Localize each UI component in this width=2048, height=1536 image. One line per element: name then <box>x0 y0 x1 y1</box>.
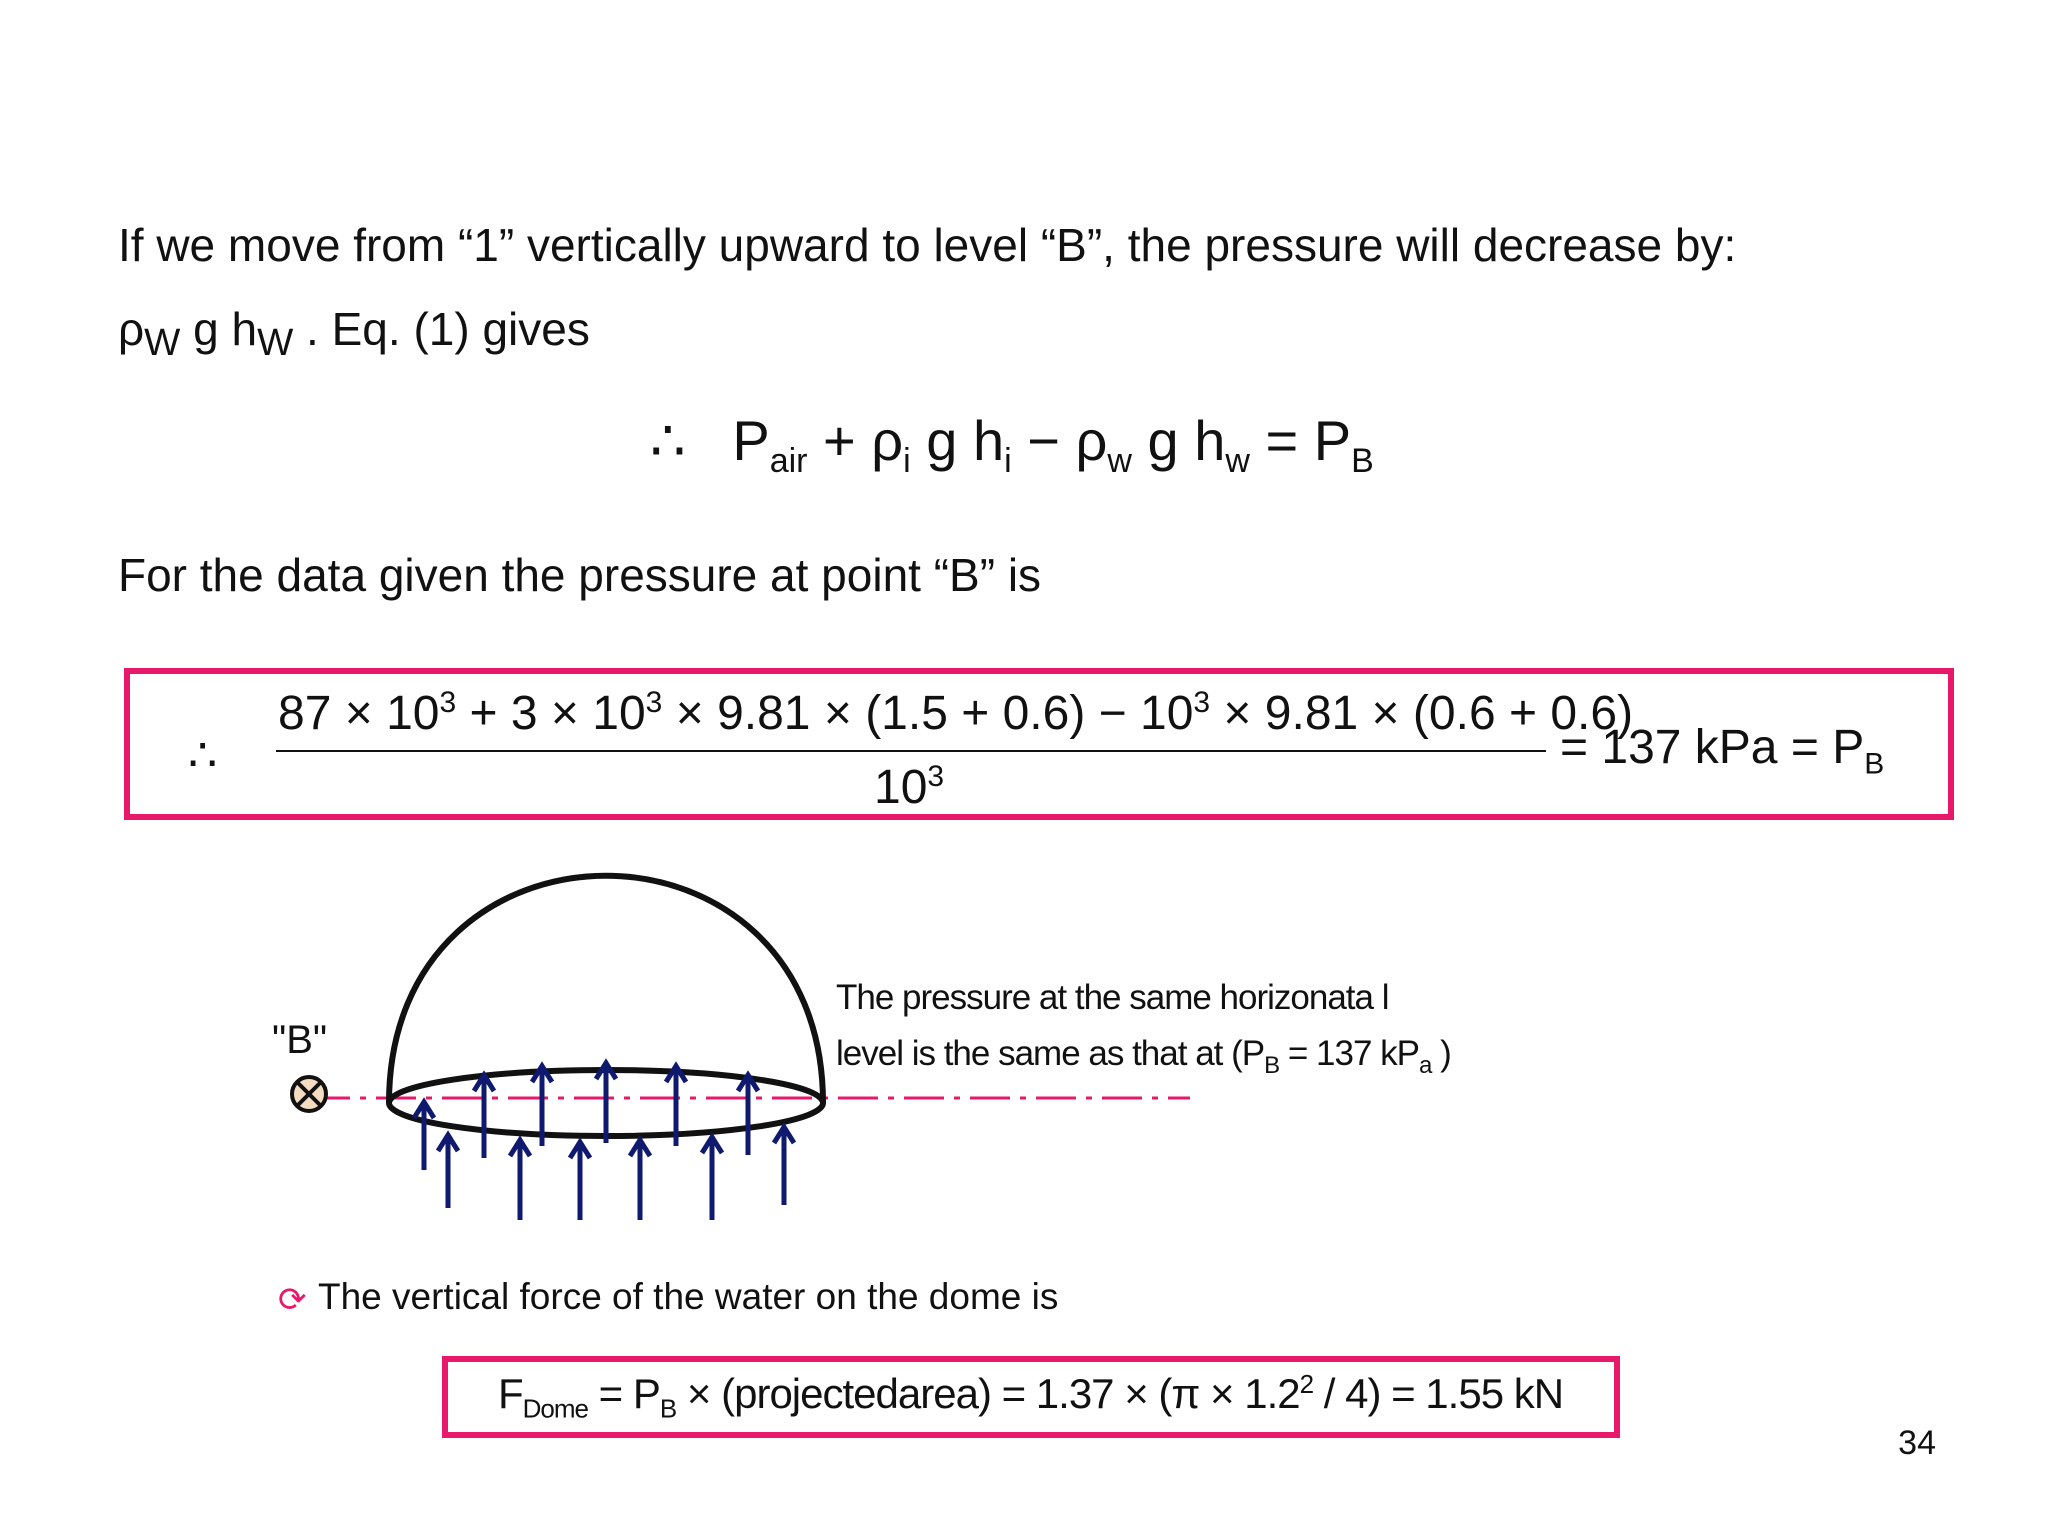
point-b-label: "B" <box>272 1018 328 1062</box>
num-term: × 9.81 × (0.6 + 0.6) <box>1210 687 1634 740</box>
water-pressure-arrows <box>414 1063 794 1220</box>
note-text: level is the same as that at (P <box>836 1034 1265 1073</box>
diagram-note-line-2 <box>836 1034 1451 1079</box>
eq-term: g h <box>910 409 1005 472</box>
eq-term: + ρ <box>807 409 904 472</box>
exponent: 3 <box>927 760 945 793</box>
num-term: 87 × 10 <box>278 687 440 740</box>
eq-term: g h <box>1131 409 1226 472</box>
eq-term: = P <box>1249 409 1352 472</box>
feq-sub: Dome <box>522 1393 589 1424</box>
eq-sub: B <box>1351 442 1374 481</box>
eq-reference: . Eq. (1) gives <box>293 303 590 355</box>
feq-term: F <box>498 1370 523 1417</box>
paragraph-line-3: For the data given the pressure at point “B” is <box>118 549 1042 601</box>
paragraph-line-1: If we move from “1” vertically upward to level “B”, the pressure will decrease by: <box>118 219 1737 271</box>
therefore-symbol: ∴ <box>650 409 686 472</box>
den-term: 10 <box>874 761 928 814</box>
feq-sup: 2 <box>1299 1369 1314 1399</box>
therefore-symbol: ∴ <box>188 729 218 781</box>
eq-sub: i <box>903 442 911 481</box>
feq-term: = P <box>588 1370 660 1417</box>
feq-term: / 4) = 1.55 kN <box>1313 1370 1564 1417</box>
num-term: + 3 × 10 <box>456 687 646 740</box>
exponent: 3 <box>1193 686 1211 719</box>
eq-sub: i <box>1004 442 1012 481</box>
bullet-text: The vertical force of the water on the dome is <box>318 1276 1059 1317</box>
note-sub: a <box>1418 1052 1432 1079</box>
circled-x-icon <box>292 1077 326 1111</box>
note-sub: B <box>1264 1052 1280 1079</box>
exponent: 3 <box>439 686 457 719</box>
result-text: = 137 kPa = P <box>1560 721 1865 774</box>
note-text: = 137 kP <box>1279 1034 1419 1073</box>
eq-sub: w <box>1107 442 1132 481</box>
eq-sub: w <box>1225 442 1250 481</box>
num-term: × 9.81 × (1.5 + 0.6) − 10 <box>662 687 1194 740</box>
eq-term: P <box>732 409 770 472</box>
subscript-w: W <box>144 321 181 365</box>
page-number: 34 <box>1898 1424 1936 1462</box>
rho-symbol: ρ <box>118 303 145 355</box>
feq-term: × (projectedarea) = 1.37 × (π × 1.2 <box>676 1370 1300 1417</box>
feq-sub: B <box>659 1393 677 1424</box>
refresh-bullet-icon: ⟳ <box>278 1281 307 1319</box>
note-text: ) <box>1431 1034 1451 1073</box>
subscript-w: W <box>257 321 294 365</box>
exponent: 3 <box>645 686 663 719</box>
dome-force-equation <box>498 1369 1564 1424</box>
diagram-note-line-1: The pressure at the same horizonata l <box>836 978 1389 1017</box>
eq-sub: air <box>769 442 808 481</box>
result-sub: B <box>1864 747 1885 781</box>
eq-term: − ρ <box>1011 409 1108 472</box>
g-h-text: g h <box>180 303 258 355</box>
